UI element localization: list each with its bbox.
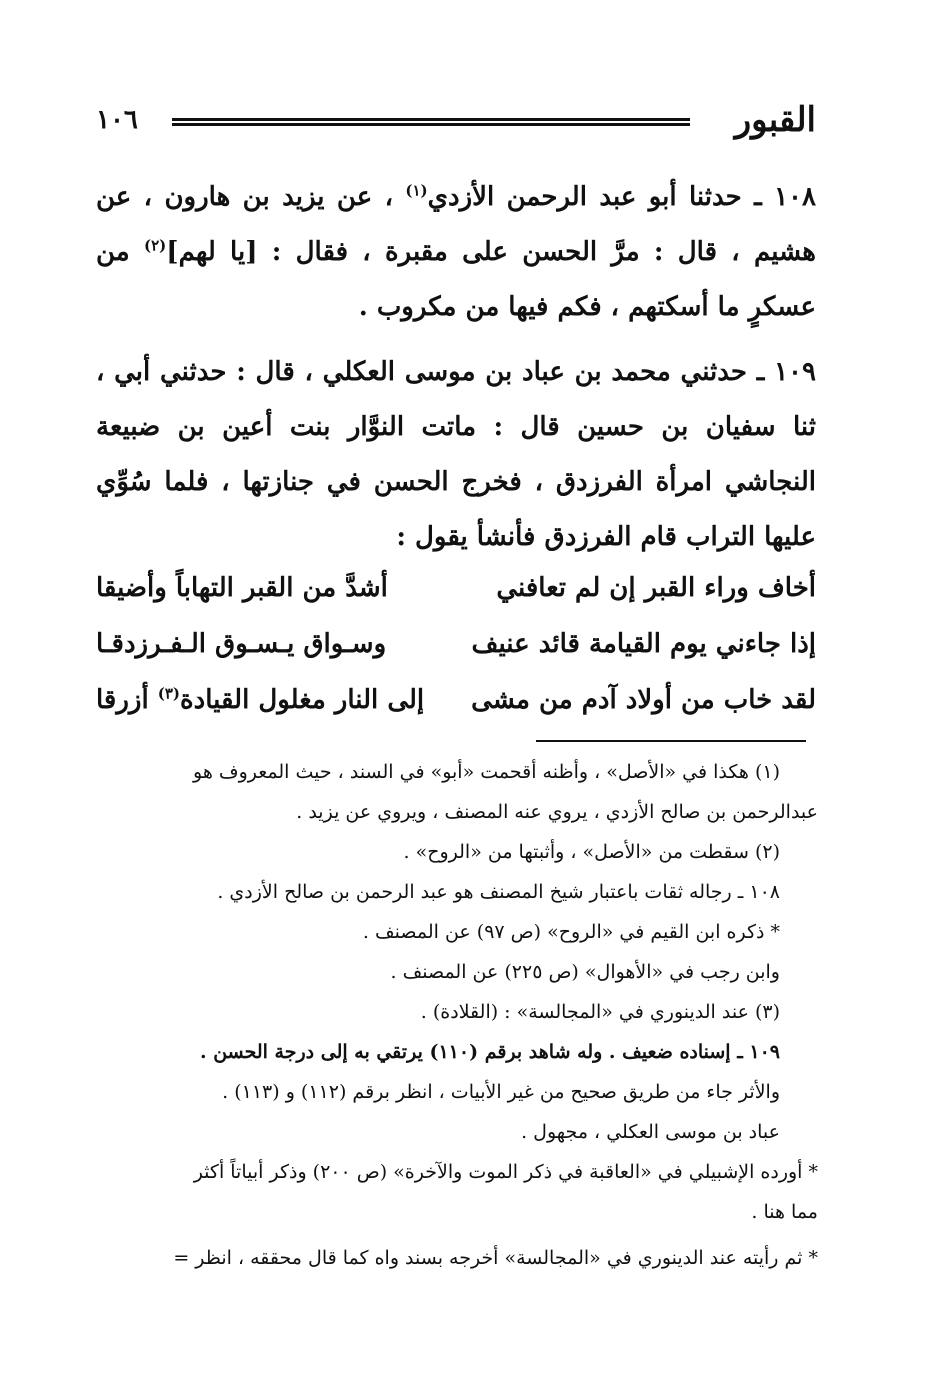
running-title: القبور <box>734 100 816 140</box>
main-text <box>96 170 816 575</box>
note-108: ١٠٨ ـ رجاله ثقات باعتبار شيخ المصنف هو عبد الرحمن بن صالح الأزدي . <box>217 881 780 903</box>
paragraph-109: ١٠٩ ـ حدثني محمد بن عباد بن موسى العكلي ، قال : حدثني أبي ، ثنا سفيان بن حسين قال : ماتت النوَّار بنت أعين بن ضبيعة النجاشي امرأة الفرزدق ، فخرج الحسن في جنازتها ، فلما سُوِّي عليها التراب قام الفرزدق فأنشأ يقول : <box>96 357 816 552</box>
header-rule <box>172 118 690 126</box>
page-header <box>96 98 816 148</box>
footnote-3: (٣) عند الدينوري في «المجالسة» : (القلادة) . <box>420 1001 780 1023</box>
footnote-2: (٢) سقطت من «الأصل» ، وأثبتها من «الروح» . <box>403 841 780 863</box>
verse-second-tail: أزرقا <box>96 685 158 715</box>
poem <box>96 560 816 728</box>
note-108-source: * ذكره ابن القيم في «الروح» (ص ٩٧) عن المصنف . <box>362 921 780 943</box>
verse-second-hemistich <box>96 672 426 728</box>
note-109-athar: والأثر جاء من طريق صحيح من غير الأبيات ، انظر برقم (١١٢) و (١١٣) . <box>222 1081 780 1103</box>
page-number: ١٠٦ <box>96 105 138 135</box>
paragraph-108-text: ١٠٨ ـ حدثنا أبو عبد الرحمن الأزدي <box>427 182 816 212</box>
footnote-ref-3: (٣) <box>157 684 181 703</box>
verse-line <box>96 560 816 616</box>
verse-second-text: إلى النار مغلول القيادة <box>180 685 425 715</box>
note-109-narrator: عباد بن موسى العكلي ، مجهول . <box>521 1121 780 1143</box>
verse-first-hemistich: لقد خاب من أولاد آدم من مشى <box>471 685 816 715</box>
paragraph-108-text-cont: ، عن يزيد بن هارون ، عن هشيم ، قال : مرَّ الحسن على مقبرة ، فقال : [يا لهم] <box>96 182 816 267</box>
note-108-source-2: وابن رجب في «الأهوال» (ص ٢٢٥) عن المصنف . <box>390 961 780 983</box>
footnotes <box>96 752 818 1278</box>
note-109: ١٠٩ ـ إسناده ضعيف . وله شاهد برقم (١١٠) يرتقي به إلى درجة الحسن . <box>199 1041 780 1063</box>
paragraph-108 <box>96 170 816 335</box>
footnote-separator <box>536 740 806 742</box>
footnote-ref-2: (٢) <box>144 236 167 255</box>
paragraph-108-text-end: من عسكرٍ ما أسكتهم ، فكم فيها من مكروب . <box>96 237 816 322</box>
footnote-1-continued: عبدالرحمن بن صالح الأزدي ، يروي عنه المصنف ، ويروي عن يزيد . <box>296 801 818 823</box>
verse-line <box>96 672 816 728</box>
note-109-source: * أورده الإشبيلي في «العاقبة في ذكر الموت والآخرة» (ص ٢٠٠) وذكر أبياتاً أكثر <box>193 1161 818 1183</box>
verse-line <box>96 616 816 672</box>
verse-first-hemistich: إذا جاءني يوم القيامة قائد عنيف <box>471 629 816 659</box>
verse-second-hemistich: وسـواق يـسـوق الـفـرزدقـا <box>96 629 387 659</box>
verse-first-hemistich: أخاف وراء القبر إن لم تعافني <box>496 573 816 603</box>
note-109-source-continued: مما هنا . <box>751 1201 818 1223</box>
footnote-1: (١) هكذا في «الأصل» ، وأظنه أقحمت «أبو» في السند ، حيث المعروف هو <box>193 761 780 783</box>
note-109-source-2: * ثم رأيته عند الدينوري في «المجالسة» أخرجه بسند واه كما قال محققه ، انظر = <box>173 1247 818 1269</box>
footnote-ref-1: (١) <box>405 181 428 200</box>
verse-second-hemistich: أشدَّ من القبر التهاباً وأضيقا <box>96 573 388 603</box>
